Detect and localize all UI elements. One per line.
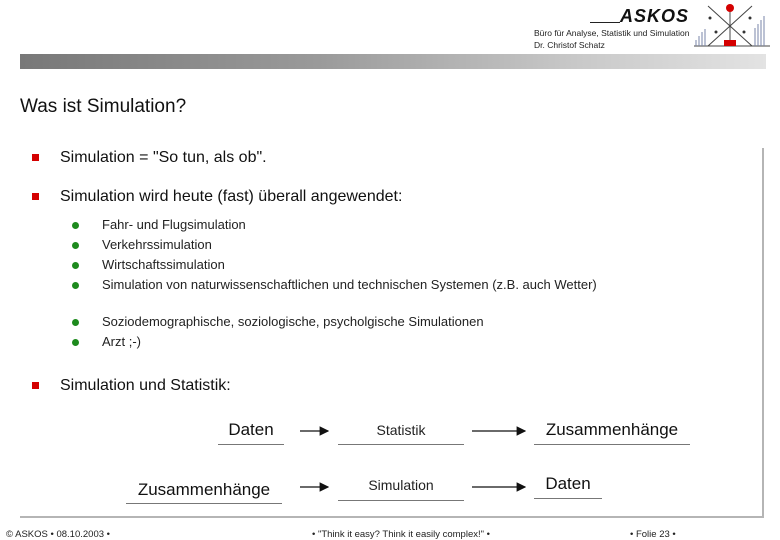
bullet-item: Simulation = "So tun, als ob".: [60, 149, 267, 166]
footer-separator-icon: •: [669, 529, 676, 540]
diagram-row1-input: Daten: [228, 420, 274, 439]
sub-bullet-item: Soziodemographische, soziologische, psycholgische Simulationen: [102, 314, 484, 329]
footer-slide-number: [630, 529, 676, 540]
footer-separator-icon: •: [484, 529, 490, 540]
bullet-item: Simulation und Statistik:: [60, 377, 231, 394]
diagram-row1-output: Zusammenhänge: [545, 420, 679, 439]
footer-left: © ASKOS: [6, 529, 48, 540]
diagram-row2-input: Zusammenhänge: [137, 480, 271, 499]
footer-separator-icon: •: [104, 529, 110, 540]
footer-separator-icon: •: [312, 529, 318, 540]
diagram-row2-process: Simulation: [368, 477, 434, 493]
sub-bullet-item: Wirtschaftssimulation: [102, 257, 225, 272]
company-logo: ASKOS: [620, 6, 690, 26]
sub-bullet-item: Arzt ;-): [102, 334, 141, 349]
footer-separator-icon: •: [630, 529, 636, 540]
diagram-row2-output: Daten: [545, 474, 591, 493]
footer-motto: [312, 529, 490, 540]
footer-center: "Think it easy? Think it easily complex!": [317, 529, 484, 540]
sub-bullet-item: Simulation von naturwissenschaftlichen und technischen Systemen (z.B. auch Wetter): [102, 277, 597, 292]
footer-right: Folie 23: [635, 529, 670, 540]
footer-date: 08.10.2003: [56, 529, 105, 540]
sub-bullet-item: Fahr- und Flugsimulation: [102, 217, 246, 232]
page-title: Was ist Simulation?: [20, 96, 187, 117]
footer-copyright: [6, 529, 110, 540]
bullet-item: Simulation wird heute (fast) überall angewendet:: [60, 188, 403, 205]
company-subtitle: Büro für Analyse, Statistik und Simulation: [534, 28, 690, 38]
diagram-row1-process: Statistik: [376, 422, 426, 438]
footer-separator-icon: •: [47, 529, 57, 540]
company-owner: Dr. Christof Schatz: [534, 40, 605, 50]
sub-bullet-item: Verkehrssimulation: [102, 237, 212, 252]
